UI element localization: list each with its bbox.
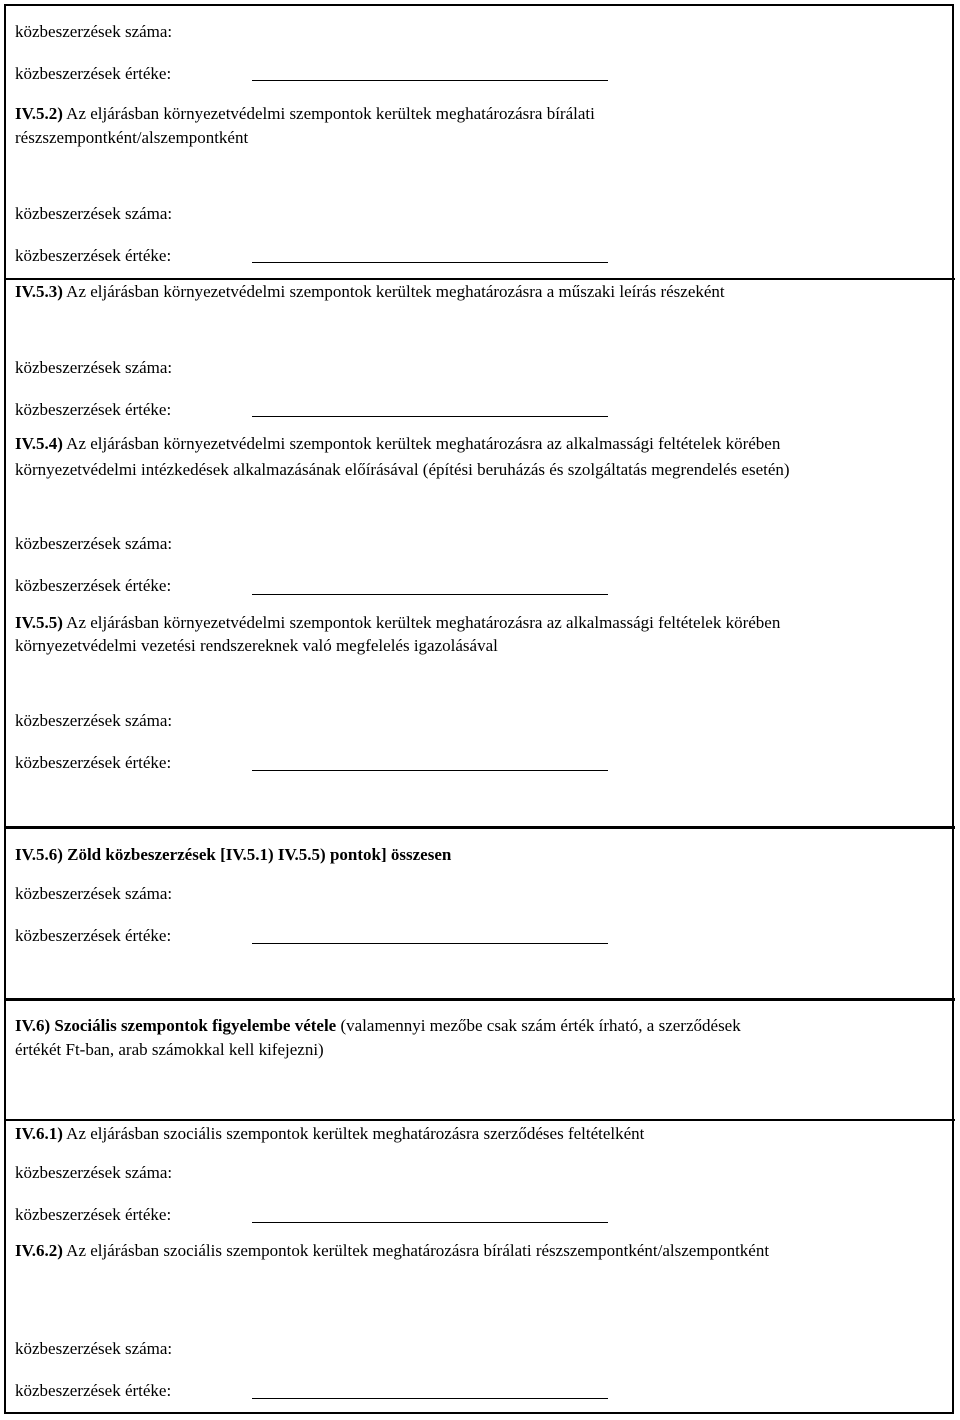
value-label: közbeszerzések értéke: — [15, 1205, 172, 1224]
section-text: Az eljárásban környezetvédelmi szempontok kerültek meghatározásra bírálati — [62, 104, 595, 123]
section-number: IV.6.1) — [15, 1124, 63, 1143]
section-iv-5-5-text-line2: környezetvédelmi vezetési rendszereknek való megfelelés igazolásával — [15, 636, 498, 655]
count-label: közbeszerzések száma: — [15, 204, 173, 223]
section-number: IV.5.5) — [15, 613, 63, 632]
section-text: Az eljárásban környezetvédelmi szempontok kerültek meghatározásra az alkalmassági feltételek körében — [62, 613, 781, 632]
section-iv-5-6-heading: IV.5.6) Zöld közbeszerzések [IV.5.1) IV.5.5) pontok] összesen — [15, 845, 452, 864]
section-iv-5-3-heading — [15, 282, 725, 302]
section-iv-5-2-text-line2: részszempontként/alszempontként — [15, 128, 249, 147]
section-divider — [5, 278, 955, 280]
count-label: közbeszerzések száma: — [15, 1163, 173, 1182]
count-label: közbeszerzések száma: — [15, 884, 173, 903]
section-iv-6-2-heading — [15, 1241, 769, 1261]
section-text: Az eljárásban szociális szempontok kerültek meghatározásra szerződéses feltételként — [62, 1124, 645, 1143]
value-input-line[interactable] — [252, 262, 608, 263]
section-text: Az eljárásban szociális szempontok kerültek meghatározásra bírálati részszempontként/alszempontként — [62, 1241, 770, 1260]
count-label: közbeszerzések száma: — [15, 22, 173, 41]
value-input-line[interactable] — [252, 416, 608, 417]
section-iv-5-5-heading — [15, 613, 780, 633]
section-number: IV.5.3) — [15, 282, 63, 301]
section-divider — [5, 826, 955, 829]
section-divider — [5, 1119, 955, 1121]
count-label: közbeszerzések száma: — [15, 711, 173, 730]
count-label: közbeszerzések száma: — [15, 534, 173, 553]
value-input-line[interactable] — [252, 770, 608, 771]
count-label: közbeszerzések száma: — [15, 1339, 173, 1358]
value-label: közbeszerzések értéke: — [15, 64, 172, 83]
section-divider — [5, 998, 955, 1001]
section-text: (valamennyi mezőbe csak szám érték írható, a szerződések — [336, 1016, 741, 1035]
value-input-line[interactable] — [252, 1398, 608, 1399]
value-label: közbeszerzések értéke: — [15, 246, 172, 265]
section-iv-5-2-heading — [15, 104, 595, 124]
section-text: Az eljárásban környezetvédelmi szempontok kerültek meghatározásra az alkalmassági feltételek körében — [62, 434, 781, 453]
section-text: Az eljárásban környezetvédelmi szempontok kerültek meghatározásra a műszaki leírás részeként — [62, 282, 725, 301]
section-number: IV.6.2) — [15, 1241, 63, 1260]
section-number: IV.5.2) — [15, 104, 63, 123]
count-label: közbeszerzések száma: — [15, 358, 173, 377]
value-label: közbeszerzések értéke: — [15, 400, 172, 419]
section-iv-5-4-heading — [15, 434, 780, 454]
value-label: közbeszerzések értéke: — [15, 576, 172, 595]
value-label: közbeszerzések értéke: — [15, 753, 172, 772]
section-iv-6-1-heading — [15, 1124, 644, 1144]
value-input-line[interactable] — [252, 943, 608, 944]
section-title: IV.6) Szociális szempontok figyelembe vétele — [15, 1016, 337, 1035]
section-number: IV.5.4) — [15, 434, 63, 453]
value-label: közbeszerzések értéke: — [15, 926, 172, 945]
value-input-line[interactable] — [252, 1222, 608, 1223]
value-input-line[interactable] — [252, 80, 608, 81]
section-iv-6-heading — [15, 1016, 741, 1036]
section-iv-6-text-line2: értékét Ft-ban, arab számokkal kell kifejezni) — [15, 1040, 324, 1059]
value-input-line[interactable] — [252, 594, 608, 595]
section-iv-5-4-text-line2: környezetvédelmi intézkedések alkalmazásának előírásával (építési beruházás és szolgáltatás megrendelés esetén) — [15, 460, 790, 479]
value-label: közbeszerzések értéke: — [15, 1381, 172, 1400]
